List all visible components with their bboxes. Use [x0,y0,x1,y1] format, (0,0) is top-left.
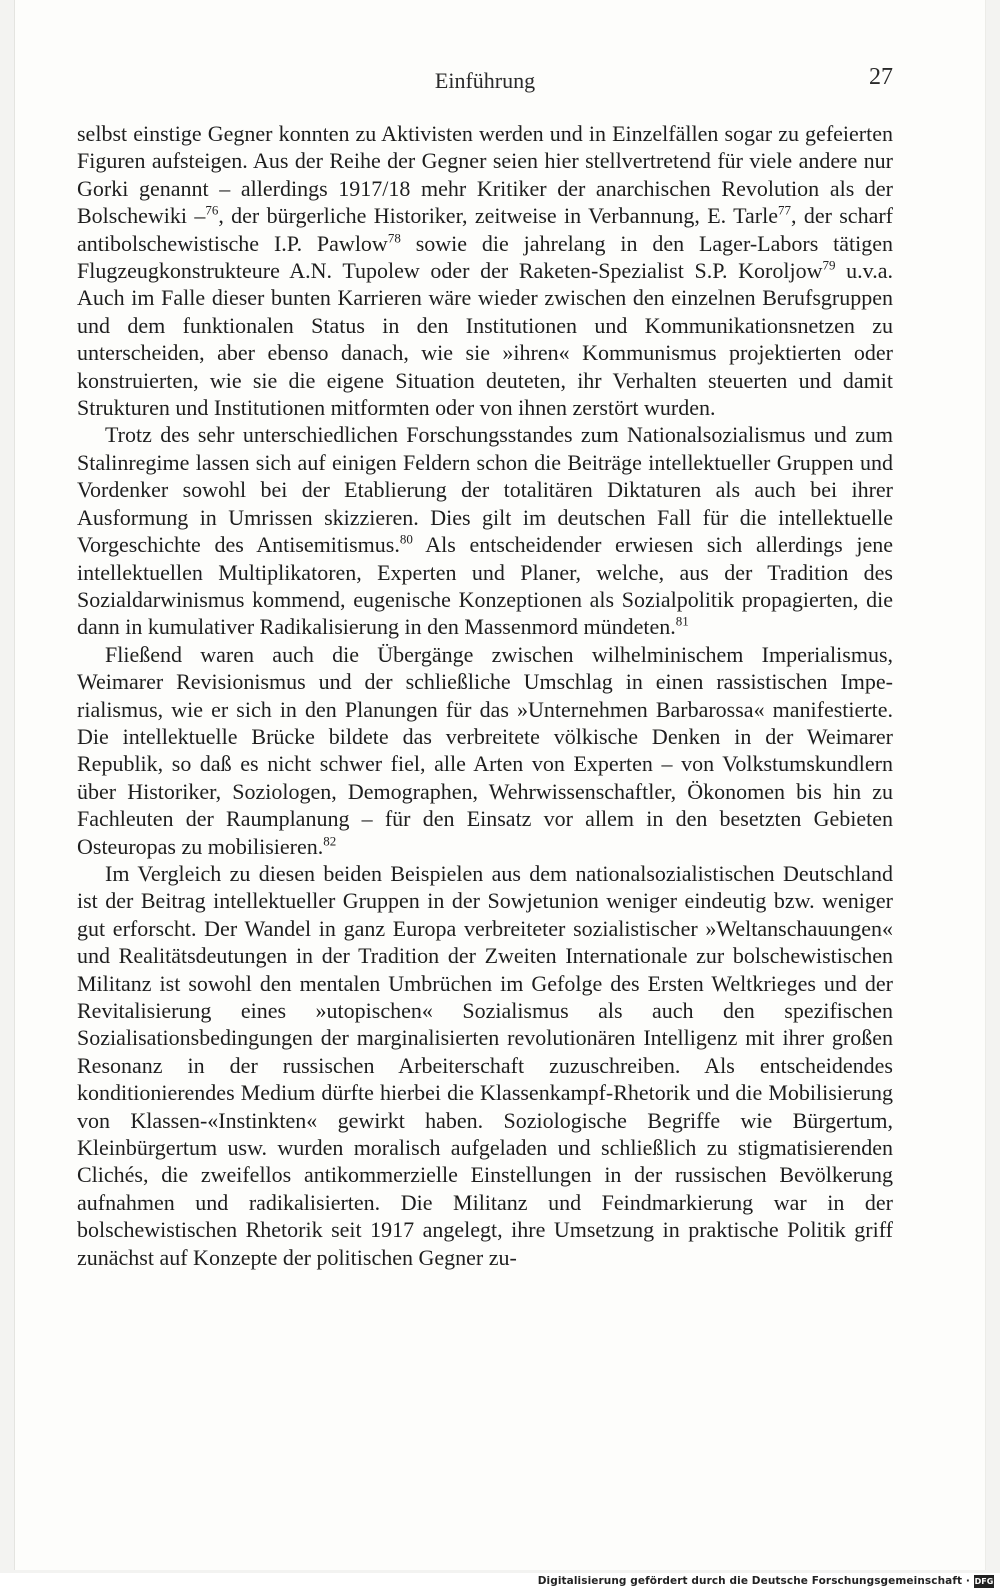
digitization-footer [0,1573,1000,1592]
funding-credit: Digitalisierung gefördert durch die Deutsche Forschungsgemeinschaft · [537,1575,970,1587]
footnote-marker: 79 [822,257,836,273]
paragraph [77,120,893,421]
footnote-marker: 78 [387,230,401,246]
paragraph [77,641,893,860]
footnote-marker: 76 [205,202,219,218]
footnote-marker: 81 [675,613,689,629]
footnote-marker: 77 [777,202,791,218]
paragraph-text: sowie die jahrelang in den Lager-Labors tätigen Flugzeugkonstrukteure A.N. Tupolew oder der Raketen-Spezialist S.P. Koroljow [77,230,893,284]
paragraph-text: selbst einstige Gegner konnten zu Aktivisten werden und in Einzelfällen sogar zu gefeierten Figuren aufsteigen. Aus der Reihe der Gegner seien hier stellvertretend für viele andere nur Gorki genannt – allerdings 1917/18 mehr Kritiker der anarchischen Revolution als der Bolschewiki – [77,121,893,229]
paragraph-text: , der bürgerliche Historiker, zeitweise in Verbannung, E. Tarle [218,203,778,229]
footnote-marker: 82 [323,833,337,849]
running-head [77,64,893,96]
dfg-logo-icon: DFG [974,1577,994,1586]
paragraph-text: Trotz des sehr unterschiedlichen Forschungsstandes zum Nationalsozialismus und zum Stalinregime lassen sich auf einigen Feldern schon die Beiträge intellektueller Gruppen und Vordenker sowohl bei der Etablierung der totalitären Diktaturen als auch bei ihrer Ausformung in Umrissen skizzieren. Dies gilt im deutschen Fall für die intellektuelle Vorgeschichte des Antisemitismus. [77,422,893,558]
page-number: 27 [869,64,893,90]
body-text [77,120,893,1271]
paragraph-text: Fließend waren auch die Übergänge zwischen wilhelminischem Imperialismus, Weimarer Revisionismus und der schließliche Umschlag in einen rassistischen Imperialismus, wie er sich in den Planungen für das »Unternehmen Barbarossa« manifestierte. Die intellektuelle Brücke bildete das verbreitete völkische Denken in der Weimarer Republik, so daß es nicht schwer fiel, alle Arten von Experten – von Volkstumskundlern über Historiker, Soziologen, Demographen, Wehrwissenschaftler, Ökonomen bis hin zu Fachleuten der Raumplanung – für den Einsatz vor allem in den besetzten Gebieten Osteuropas zu mobilisieren. [77,641,893,859]
chapter-title: Einführung [434,68,536,93]
footnote-marker: 80 [399,531,413,547]
paragraph-text: Im Vergleich zu diesen beiden Beispielen aus dem nationalsozialistischen Deutschland ist der Beitrag intellektueller Gruppen in der Sowjetunion weniger eindeutig bzw. weniger gut erforscht. Der Wandel in ganz Europa verbreiteter sozialistischer »Weltanschauungen« und Realitätsdeutungen in der Tradition der Zweiten Internationale zur bolschewistischen Militanz ist sowohl den mentalen Umbrüchen im Gefolge des Ersten Weltkrieges und der Revitalisierung eines »utopischen« Sozialismus als auch den spezifischen Sozialisationsbedingungen der marginalisierten revolutionären Intelligenz mit ihrer großen Resonanz in der russischen Arbeiterschaft zuzuschreiben. Als entscheidendes konditionierendes Medium dürfte hierbei die Klassenkampf-Rhetorik und die Mobilisierung von Klassen-«Instinkten« gewirkt haben. Soziologische Begriffe wie Bürgertum, Kleinbürgertum usw. wurden moralisch aufgeladen und schließlich zu stigmatisierenden Clichés, die zweifellos antikommerzielle Einstellungen in der russischen Bevölkerung aufnahmen und radikalisierten. Die Militanz und Feindmarkierung war in der bolschewistischen Rhetorik seit 1917 angelegt, ihre Umsetzung in praktische Politik griff zunächst auf Konzepte der politischen Gegner zu- [77,860,893,1270]
paragraph-text: u.v.a. Auch im Falle dieser bunten Karrieren wäre wieder zwischen den einzelnen Berufsgruppen und dem funktionalen Status in den Institutionen und Kommunikationsnetzen zu unterscheiden, aber ebenso danach, wie sie »ihren« Kommunismus projektierten oder konstruierten, wie sie die eigene Situation deuteten, ihr Verhalten steuerten und damit Strukturen und Institutionen mitformten oder von ihnen zerstört wurden. [77,258,893,421]
paragraph [77,860,893,1271]
paragraph-text: , der scharf antibolschewistische I.P. Pawlow [77,203,893,256]
book-page [14,0,986,1570]
paragraph [77,421,893,640]
paragraph-text: Als entscheidender erwiesen sich allerdings jene intellektuellen Multiplikatoren, Experten und Planer, welche, aus der Tradition des Sozialdarwinismus kommend, eugenische Konzeptionen als Sozialpolitik propagierten, die dann in kumulativer Radikalisierung in den Massenmord mündeten. [77,532,893,640]
